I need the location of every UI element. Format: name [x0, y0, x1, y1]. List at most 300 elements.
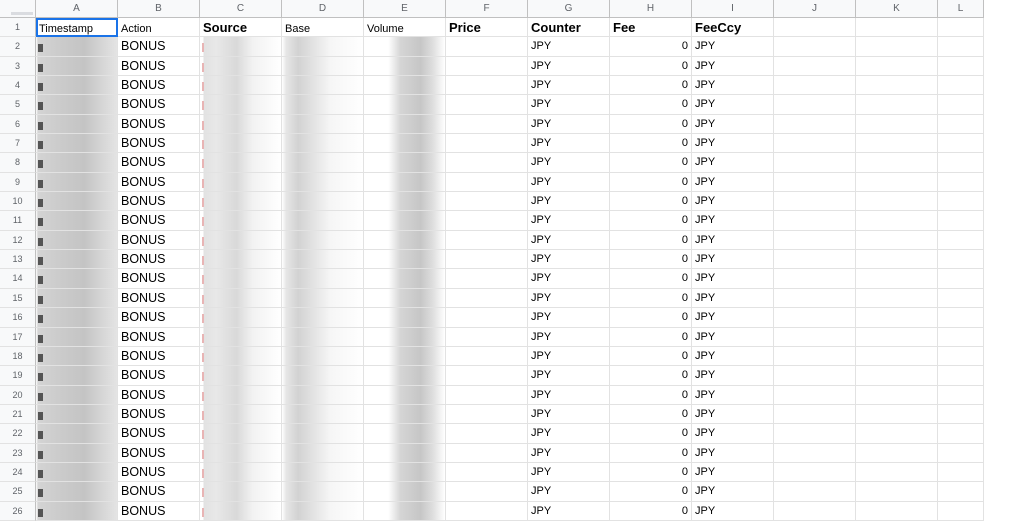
cell-empty[interactable]: [856, 424, 938, 443]
cell-price[interactable]: [446, 424, 528, 443]
cell-price[interactable]: [446, 57, 528, 76]
cell-empty[interactable]: [938, 37, 984, 56]
cell-empty[interactable]: [774, 366, 856, 385]
cell-volume[interactable]: [364, 328, 446, 347]
cell-empty[interactable]: [938, 192, 984, 211]
cell-price[interactable]: [446, 269, 528, 288]
cell-empty[interactable]: [938, 57, 984, 76]
cell-header-base[interactable]: Base: [282, 18, 364, 37]
cell-price[interactable]: [446, 444, 528, 463]
cell-fee[interactable]: 0: [610, 95, 692, 114]
cell-source[interactable]: [200, 173, 282, 192]
cell-fee[interactable]: 0: [610, 347, 692, 366]
cell-base[interactable]: [282, 347, 364, 366]
cell-timestamp[interactable]: [36, 57, 118, 76]
row-header[interactable]: 19: [0, 366, 36, 385]
cell-price[interactable]: [446, 386, 528, 405]
cell-feeccy[interactable]: JPY: [692, 289, 774, 308]
cell-fee[interactable]: 0: [610, 134, 692, 153]
cell-empty[interactable]: [938, 463, 984, 482]
cell-price[interactable]: [446, 463, 528, 482]
cell-fee[interactable]: 0: [610, 250, 692, 269]
row-header[interactable]: 23: [0, 444, 36, 463]
row-header[interactable]: 7: [0, 134, 36, 153]
cell-counter[interactable]: JPY: [528, 250, 610, 269]
cell-action[interactable]: BONUS: [118, 366, 200, 385]
cell-empty[interactable]: [856, 76, 938, 95]
cell-timestamp[interactable]: [36, 37, 118, 56]
cell-empty[interactable]: [856, 502, 938, 521]
cell-feeccy[interactable]: JPY: [692, 192, 774, 211]
cell-counter[interactable]: JPY: [528, 308, 610, 327]
cell-empty[interactable]: [774, 153, 856, 172]
cell-empty[interactable]: [938, 115, 984, 134]
cell-empty[interactable]: [938, 95, 984, 114]
cell-feeccy[interactable]: JPY: [692, 76, 774, 95]
cell-empty[interactable]: [856, 115, 938, 134]
cell-base[interactable]: [282, 57, 364, 76]
cell-timestamp[interactable]: [36, 173, 118, 192]
cell-feeccy[interactable]: JPY: [692, 347, 774, 366]
cell-base[interactable]: [282, 153, 364, 172]
cell-counter[interactable]: JPY: [528, 405, 610, 424]
column-header-h[interactable]: H: [610, 0, 692, 18]
cell-price[interactable]: [446, 37, 528, 56]
row-header[interactable]: 10: [0, 192, 36, 211]
cell-fee[interactable]: 0: [610, 76, 692, 95]
cell-source[interactable]: [200, 347, 282, 366]
cell-empty[interactable]: [938, 386, 984, 405]
cell-header-source[interactable]: Source: [200, 18, 282, 37]
row-header[interactable]: 22: [0, 424, 36, 443]
cell-base[interactable]: [282, 211, 364, 230]
cell-fee[interactable]: 0: [610, 37, 692, 56]
row-header[interactable]: 13: [0, 250, 36, 269]
row-header[interactable]: 26: [0, 502, 36, 521]
column-header-f[interactable]: F: [446, 0, 528, 18]
select-all-corner[interactable]: [0, 0, 36, 18]
cell-empty[interactable]: [856, 366, 938, 385]
cell-header-fee[interactable]: Fee: [610, 18, 692, 37]
cell-volume[interactable]: [364, 347, 446, 366]
cell-timestamp[interactable]: [36, 250, 118, 269]
cell-timestamp[interactable]: [36, 153, 118, 172]
cell-fee[interactable]: 0: [610, 386, 692, 405]
cell-source[interactable]: [200, 502, 282, 521]
cell-volume[interactable]: [364, 115, 446, 134]
cell-action[interactable]: BONUS: [118, 231, 200, 250]
row-header[interactable]: 25: [0, 482, 36, 501]
cell-empty[interactable]: [774, 18, 856, 37]
cell-source[interactable]: [200, 463, 282, 482]
cell-feeccy[interactable]: JPY: [692, 502, 774, 521]
cell-empty[interactable]: [774, 95, 856, 114]
cell-action[interactable]: BONUS: [118, 95, 200, 114]
cell-empty[interactable]: [938, 173, 984, 192]
cell-counter[interactable]: JPY: [528, 269, 610, 288]
cell-base[interactable]: [282, 95, 364, 114]
cell-feeccy[interactable]: JPY: [692, 424, 774, 443]
cell-empty[interactable]: [774, 173, 856, 192]
cell-empty[interactable]: [856, 347, 938, 366]
cell-empty[interactable]: [774, 57, 856, 76]
cell-price[interactable]: [446, 482, 528, 501]
cell-price[interactable]: [446, 289, 528, 308]
cell-source[interactable]: [200, 444, 282, 463]
row-header[interactable]: 4: [0, 76, 36, 95]
cell-empty[interactable]: [774, 502, 856, 521]
cell-counter[interactable]: JPY: [528, 289, 610, 308]
cell-counter[interactable]: JPY: [528, 482, 610, 501]
cell-empty[interactable]: [938, 250, 984, 269]
cell-price[interactable]: [446, 115, 528, 134]
cell-empty[interactable]: [856, 231, 938, 250]
cell-empty[interactable]: [774, 211, 856, 230]
cell-source[interactable]: [200, 57, 282, 76]
cell-empty[interactable]: [774, 444, 856, 463]
row-header[interactable]: 11: [0, 211, 36, 230]
cell-base[interactable]: [282, 482, 364, 501]
cell-feeccy[interactable]: JPY: [692, 482, 774, 501]
cell-feeccy[interactable]: JPY: [692, 328, 774, 347]
cell-timestamp[interactable]: [36, 424, 118, 443]
cell-empty[interactable]: [938, 502, 984, 521]
cell-empty[interactable]: [856, 386, 938, 405]
row-header[interactable]: 9: [0, 173, 36, 192]
cell-source[interactable]: [200, 76, 282, 95]
cell-action[interactable]: BONUS: [118, 289, 200, 308]
row-header[interactable]: 17: [0, 328, 36, 347]
cell-volume[interactable]: [364, 76, 446, 95]
cell-counter[interactable]: JPY: [528, 386, 610, 405]
cell-empty[interactable]: [774, 347, 856, 366]
cell-source[interactable]: [200, 153, 282, 172]
cell-base[interactable]: [282, 115, 364, 134]
cell-action[interactable]: BONUS: [118, 115, 200, 134]
cell-header-counter[interactable]: Counter: [528, 18, 610, 37]
cell-empty[interactable]: [938, 308, 984, 327]
cell-price[interactable]: [446, 95, 528, 114]
cell-action[interactable]: BONUS: [118, 424, 200, 443]
cell-empty[interactable]: [856, 57, 938, 76]
cell-fee[interactable]: 0: [610, 444, 692, 463]
cell-timestamp[interactable]: [36, 347, 118, 366]
cell-timestamp[interactable]: [36, 134, 118, 153]
cell-empty[interactable]: [856, 308, 938, 327]
cell-source[interactable]: [200, 424, 282, 443]
cell-timestamp[interactable]: [36, 502, 118, 521]
cell-fee[interactable]: 0: [610, 269, 692, 288]
cell-source[interactable]: [200, 308, 282, 327]
cell-empty[interactable]: [774, 192, 856, 211]
cell-counter[interactable]: JPY: [528, 173, 610, 192]
cell-volume[interactable]: [364, 289, 446, 308]
cell-price[interactable]: [446, 134, 528, 153]
cell-empty[interactable]: [856, 269, 938, 288]
cell-empty[interactable]: [774, 76, 856, 95]
cell-action[interactable]: BONUS: [118, 134, 200, 153]
cell-empty[interactable]: [938, 153, 984, 172]
cell-feeccy[interactable]: JPY: [692, 211, 774, 230]
cell-counter[interactable]: JPY: [528, 37, 610, 56]
cell-action[interactable]: BONUS: [118, 405, 200, 424]
cell-volume[interactable]: [364, 482, 446, 501]
cell-timestamp[interactable]: [36, 115, 118, 134]
cell-source[interactable]: [200, 289, 282, 308]
cell-base[interactable]: [282, 289, 364, 308]
cell-action[interactable]: BONUS: [118, 308, 200, 327]
cell-counter[interactable]: JPY: [528, 463, 610, 482]
cell-fee[interactable]: 0: [610, 502, 692, 521]
cell-price[interactable]: [446, 231, 528, 250]
cell-timestamp[interactable]: [36, 405, 118, 424]
cell-price[interactable]: [446, 366, 528, 385]
column-header-g[interactable]: G: [528, 0, 610, 18]
column-header-l[interactable]: L: [938, 0, 984, 18]
cell-price[interactable]: [446, 328, 528, 347]
cell-feeccy[interactable]: JPY: [692, 269, 774, 288]
cell-fee[interactable]: 0: [610, 289, 692, 308]
cell-fee[interactable]: 0: [610, 115, 692, 134]
cell-action[interactable]: BONUS: [118, 386, 200, 405]
cell-header-action[interactable]: Action: [118, 18, 200, 37]
cell-volume[interactable]: [364, 502, 446, 521]
cell-header-volume[interactable]: Volume: [364, 18, 446, 37]
cell-fee[interactable]: 0: [610, 424, 692, 443]
cell-action[interactable]: BONUS: [118, 192, 200, 211]
cell-empty[interactable]: [774, 289, 856, 308]
cell-price[interactable]: [446, 192, 528, 211]
cell-empty[interactable]: [938, 231, 984, 250]
cell-empty[interactable]: [856, 192, 938, 211]
cell-volume[interactable]: [364, 37, 446, 56]
cell-action[interactable]: BONUS: [118, 463, 200, 482]
cell-counter[interactable]: JPY: [528, 57, 610, 76]
cell-volume[interactable]: [364, 134, 446, 153]
cell-volume[interactable]: [364, 192, 446, 211]
cell-feeccy[interactable]: JPY: [692, 95, 774, 114]
cell-empty[interactable]: [856, 405, 938, 424]
cell-empty[interactable]: [938, 444, 984, 463]
column-header-d[interactable]: D: [282, 0, 364, 18]
cell-action[interactable]: BONUS: [118, 57, 200, 76]
cell-volume[interactable]: [364, 153, 446, 172]
cell-counter[interactable]: JPY: [528, 444, 610, 463]
cell-empty[interactable]: [774, 328, 856, 347]
row-header[interactable]: 21: [0, 405, 36, 424]
cell-empty[interactable]: [938, 269, 984, 288]
cell-feeccy[interactable]: JPY: [692, 115, 774, 134]
cell-source[interactable]: [200, 269, 282, 288]
cell-volume[interactable]: [364, 444, 446, 463]
cell-empty[interactable]: [938, 405, 984, 424]
cell-source[interactable]: [200, 211, 282, 230]
cell-action[interactable]: BONUS: [118, 502, 200, 521]
cell-fee[interactable]: 0: [610, 231, 692, 250]
cell-counter[interactable]: JPY: [528, 231, 610, 250]
cell-base[interactable]: [282, 424, 364, 443]
cell-timestamp[interactable]: [36, 211, 118, 230]
cell-base[interactable]: [282, 502, 364, 521]
cell-empty[interactable]: [856, 134, 938, 153]
cell-base[interactable]: [282, 192, 364, 211]
cell-source[interactable]: [200, 37, 282, 56]
cell-empty[interactable]: [774, 134, 856, 153]
cell-action[interactable]: BONUS: [118, 76, 200, 95]
cell-timestamp[interactable]: [36, 328, 118, 347]
cell-empty[interactable]: [856, 95, 938, 114]
cell-empty[interactable]: [856, 153, 938, 172]
cell-empty[interactable]: [938, 482, 984, 501]
cell-timestamp[interactable]: [36, 444, 118, 463]
column-header-e[interactable]: E: [364, 0, 446, 18]
cell-empty[interactable]: [938, 134, 984, 153]
cell-counter[interactable]: JPY: [528, 502, 610, 521]
cell-empty[interactable]: [774, 231, 856, 250]
cell-source[interactable]: [200, 250, 282, 269]
cell-fee[interactable]: 0: [610, 328, 692, 347]
cell-base[interactable]: [282, 134, 364, 153]
cell-base[interactable]: [282, 269, 364, 288]
row-header[interactable]: 12: [0, 231, 36, 250]
cell-empty[interactable]: [856, 328, 938, 347]
cell-price[interactable]: [446, 76, 528, 95]
row-header[interactable]: 8: [0, 153, 36, 172]
row-header[interactable]: 14: [0, 269, 36, 288]
cell-volume[interactable]: [364, 308, 446, 327]
column-header-k[interactable]: K: [856, 0, 938, 18]
cell-fee[interactable]: 0: [610, 366, 692, 385]
cell-fee[interactable]: 0: [610, 482, 692, 501]
cell-timestamp[interactable]: [36, 231, 118, 250]
cell-base[interactable]: [282, 328, 364, 347]
cell-feeccy[interactable]: JPY: [692, 153, 774, 172]
cell-empty[interactable]: [938, 211, 984, 230]
cell-header-price[interactable]: Price: [446, 18, 528, 37]
cell-counter[interactable]: JPY: [528, 76, 610, 95]
cell-empty[interactable]: [774, 250, 856, 269]
cell-source[interactable]: [200, 386, 282, 405]
cell-counter[interactable]: JPY: [528, 211, 610, 230]
cell-volume[interactable]: [364, 211, 446, 230]
cell-timestamp[interactable]: [36, 289, 118, 308]
cell-feeccy[interactable]: JPY: [692, 250, 774, 269]
cell-volume[interactable]: [364, 57, 446, 76]
cell-price[interactable]: [446, 173, 528, 192]
row-header[interactable]: 3: [0, 57, 36, 76]
cell-base[interactable]: [282, 173, 364, 192]
cell-source[interactable]: [200, 231, 282, 250]
cell-base[interactable]: [282, 444, 364, 463]
cell-empty[interactable]: [774, 115, 856, 134]
cell-fee[interactable]: 0: [610, 211, 692, 230]
cell-price[interactable]: [446, 502, 528, 521]
cell-volume[interactable]: [364, 269, 446, 288]
row-header[interactable]: 24: [0, 463, 36, 482]
row-header[interactable]: 15: [0, 289, 36, 308]
cell-counter[interactable]: JPY: [528, 424, 610, 443]
cell-base[interactable]: [282, 405, 364, 424]
cell-fee[interactable]: 0: [610, 308, 692, 327]
cell-volume[interactable]: [364, 405, 446, 424]
cell-empty[interactable]: [856, 173, 938, 192]
cell-empty[interactable]: [938, 18, 984, 37]
cell-counter[interactable]: JPY: [528, 192, 610, 211]
cell-price[interactable]: [446, 250, 528, 269]
cell-timestamp[interactable]: [36, 95, 118, 114]
cell-fee[interactable]: 0: [610, 463, 692, 482]
cell-action[interactable]: BONUS: [118, 269, 200, 288]
cell-counter[interactable]: JPY: [528, 328, 610, 347]
cell-volume[interactable]: [364, 386, 446, 405]
cell-source[interactable]: [200, 366, 282, 385]
cell-source[interactable]: [200, 192, 282, 211]
cell-base[interactable]: [282, 386, 364, 405]
cell-empty[interactable]: [856, 37, 938, 56]
cell-empty[interactable]: [856, 444, 938, 463]
cell-timestamp[interactable]: [36, 463, 118, 482]
cell-empty[interactable]: [774, 405, 856, 424]
cell-action[interactable]: BONUS: [118, 328, 200, 347]
cell-price[interactable]: [446, 347, 528, 366]
cell-empty[interactable]: [856, 463, 938, 482]
cell-fee[interactable]: 0: [610, 153, 692, 172]
cell-volume[interactable]: [364, 231, 446, 250]
cell-base[interactable]: [282, 250, 364, 269]
row-header[interactable]: 5: [0, 95, 36, 114]
cell-counter[interactable]: JPY: [528, 153, 610, 172]
cell-volume[interactable]: [364, 250, 446, 269]
cell-empty[interactable]: [938, 76, 984, 95]
cell-empty[interactable]: [774, 463, 856, 482]
cell-timestamp[interactable]: [36, 366, 118, 385]
cell-header-feeccy[interactable]: FeeCcy: [692, 18, 774, 37]
cell-feeccy[interactable]: JPY: [692, 366, 774, 385]
cell-source[interactable]: [200, 115, 282, 134]
cell-base[interactable]: [282, 308, 364, 327]
cell-empty[interactable]: [856, 250, 938, 269]
cell-empty[interactable]: [774, 424, 856, 443]
cell-counter[interactable]: JPY: [528, 115, 610, 134]
cell-timestamp[interactable]: [36, 308, 118, 327]
cell-empty[interactable]: [938, 289, 984, 308]
row-header[interactable]: 2: [0, 37, 36, 56]
cell-empty[interactable]: [774, 386, 856, 405]
cell-feeccy[interactable]: JPY: [692, 173, 774, 192]
cell-source[interactable]: [200, 95, 282, 114]
cell-volume[interactable]: [364, 366, 446, 385]
cell-feeccy[interactable]: JPY: [692, 386, 774, 405]
cell-source[interactable]: [200, 482, 282, 501]
cell-feeccy[interactable]: JPY: [692, 134, 774, 153]
cell-volume[interactable]: [364, 173, 446, 192]
cell-empty[interactable]: [938, 366, 984, 385]
cell-source[interactable]: [200, 134, 282, 153]
cell-header-timestamp[interactable]: Timestamp: [36, 18, 118, 37]
cell-base[interactable]: [282, 76, 364, 95]
cell-empty[interactable]: [856, 211, 938, 230]
cell-price[interactable]: [446, 405, 528, 424]
column-header-i[interactable]: I: [692, 0, 774, 18]
cell-counter[interactable]: JPY: [528, 366, 610, 385]
cell-timestamp[interactable]: [36, 76, 118, 95]
cell-price[interactable]: [446, 153, 528, 172]
cell-empty[interactable]: [774, 482, 856, 501]
cell-empty[interactable]: [856, 289, 938, 308]
cell-volume[interactable]: [364, 95, 446, 114]
cell-counter[interactable]: JPY: [528, 134, 610, 153]
cell-feeccy[interactable]: JPY: [692, 37, 774, 56]
